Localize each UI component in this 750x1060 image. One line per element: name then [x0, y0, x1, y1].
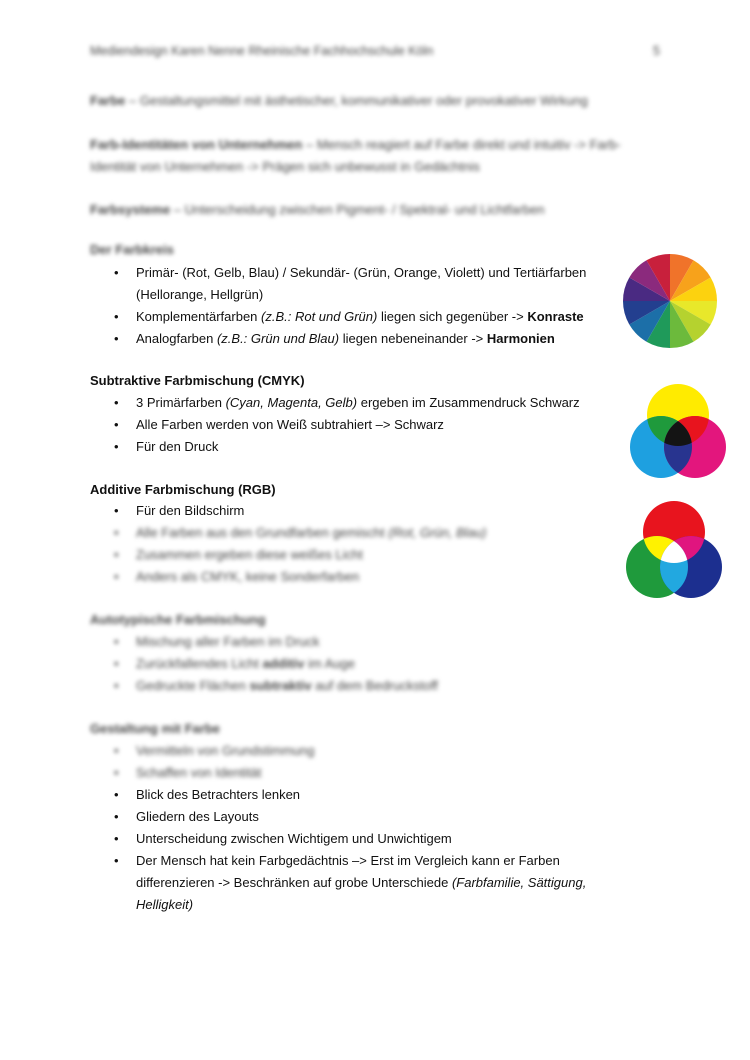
- section-heading-gestaltung: Gestaltung mit Farbe: [90, 721, 221, 736]
- list-item: • Für den Druck: [90, 436, 620, 458]
- list-item: • Gedruckte Flächen subtraktiv auf dem Bedruckstoff: [90, 675, 620, 697]
- cmyk-list: [90, 392, 620, 458]
- list-item: • Alle Farben werden von Weiß subtrahiert –> Schwarz: [90, 414, 620, 436]
- gestaltung-list: [90, 740, 620, 916]
- list-item: • Vermitteln von Grundstimmung: [90, 740, 620, 762]
- intro-term: Farbsysteme: [90, 202, 171, 217]
- page-number: 5: [653, 44, 660, 58]
- list-item: • Unterscheidung zwischen Wichtigem und Unwichtigem: [90, 828, 620, 850]
- list-item: • Blick des Betrachters lenken: [90, 784, 620, 806]
- rgb-list: [90, 500, 620, 588]
- color-wheel-figure: [622, 253, 718, 349]
- section-heading-autotypisch: Autotypische Farbmischung: [90, 612, 266, 627]
- list-item: • Schaffen von Identität: [90, 762, 620, 784]
- list-item: • Für den Bildschirm: [90, 500, 620, 522]
- list-item: • Primär- (Rot, Gelb, Blau) / Sekundär- (Grün, Orange, Violett) und Tertiärfarben (Hellorange, Hellgrün): [90, 262, 620, 306]
- section-heading-cmyk: Subtraktive Farbmischung (CMYK): [90, 373, 305, 388]
- section-heading-farbkreis: Der Farbkreis: [90, 242, 174, 257]
- autotypisch-list: [90, 631, 620, 697]
- list-item: • Zusammen ergeben diese weißes Licht: [90, 544, 620, 566]
- intro-text: – Mensch reagiert auf Farbe direkt und intuitiv -> Farb-Identität von Unternehmen -> Prägen sich unbewusst in Gedächtnis: [90, 137, 621, 174]
- list-item: • Mischung aller Farben im Druck: [90, 631, 620, 653]
- list-item: • 3 Primärfarben (Cyan, Magenta, Gelb) ergeben im Zusammendruck Schwarz: [90, 392, 620, 414]
- intro-text: – Gestaltungsmittel mit ästhetischer, kommunikativer oder provokativer Wirkung: [125, 93, 588, 108]
- intro-term: Farbe: [90, 93, 126, 108]
- list-item: • Der Mensch hat kein Farbgedächtnis –> Erst im Vergleich kann er Farben differenzieren -> Beschränken auf grobe Unterschiede (Farbfamilie, Sättigung, Helligkeit): [90, 850, 620, 916]
- list-item: • Komplementärfarben (z.B.: Rot und Grün) liegen sich gegenüber -> Konraste: [90, 306, 620, 328]
- list-item: • Zurückfallendes Licht additiv im Auge: [90, 653, 620, 675]
- cmyk-mixing-figure: [628, 383, 728, 483]
- intro-term: Farb-Identitäten von Unternehmen: [90, 137, 303, 152]
- section-heading-rgb: Additive Farbmischung (RGB): [90, 482, 276, 497]
- intro-farb-identitaeten: [90, 134, 655, 178]
- list-item: • Gliedern des Layouts: [90, 806, 620, 828]
- list-item: • Analogfarben (z.B.: Grün und Blau) liegen nebeneinander -> Harmonien: [90, 328, 620, 350]
- list-item: • Anders als CMYK, keine Sonderfarben: [90, 566, 620, 588]
- intro-text: – Unterscheidung zwischen Pigment- / Spektral- und Lichtfarben: [170, 202, 545, 217]
- intro-farbsysteme: [90, 199, 655, 221]
- list-item: • Alle Farben aus den Grundfarben gemischt (Rot, Grün, Blau): [90, 522, 620, 544]
- intro-farbe: [90, 90, 655, 112]
- running-header: Mediendesign Karen Nenne Rheinische Fachhochschule Köln: [90, 44, 434, 58]
- farbkreis-list: [90, 262, 620, 350]
- rgb-mixing-figure: [624, 500, 724, 602]
